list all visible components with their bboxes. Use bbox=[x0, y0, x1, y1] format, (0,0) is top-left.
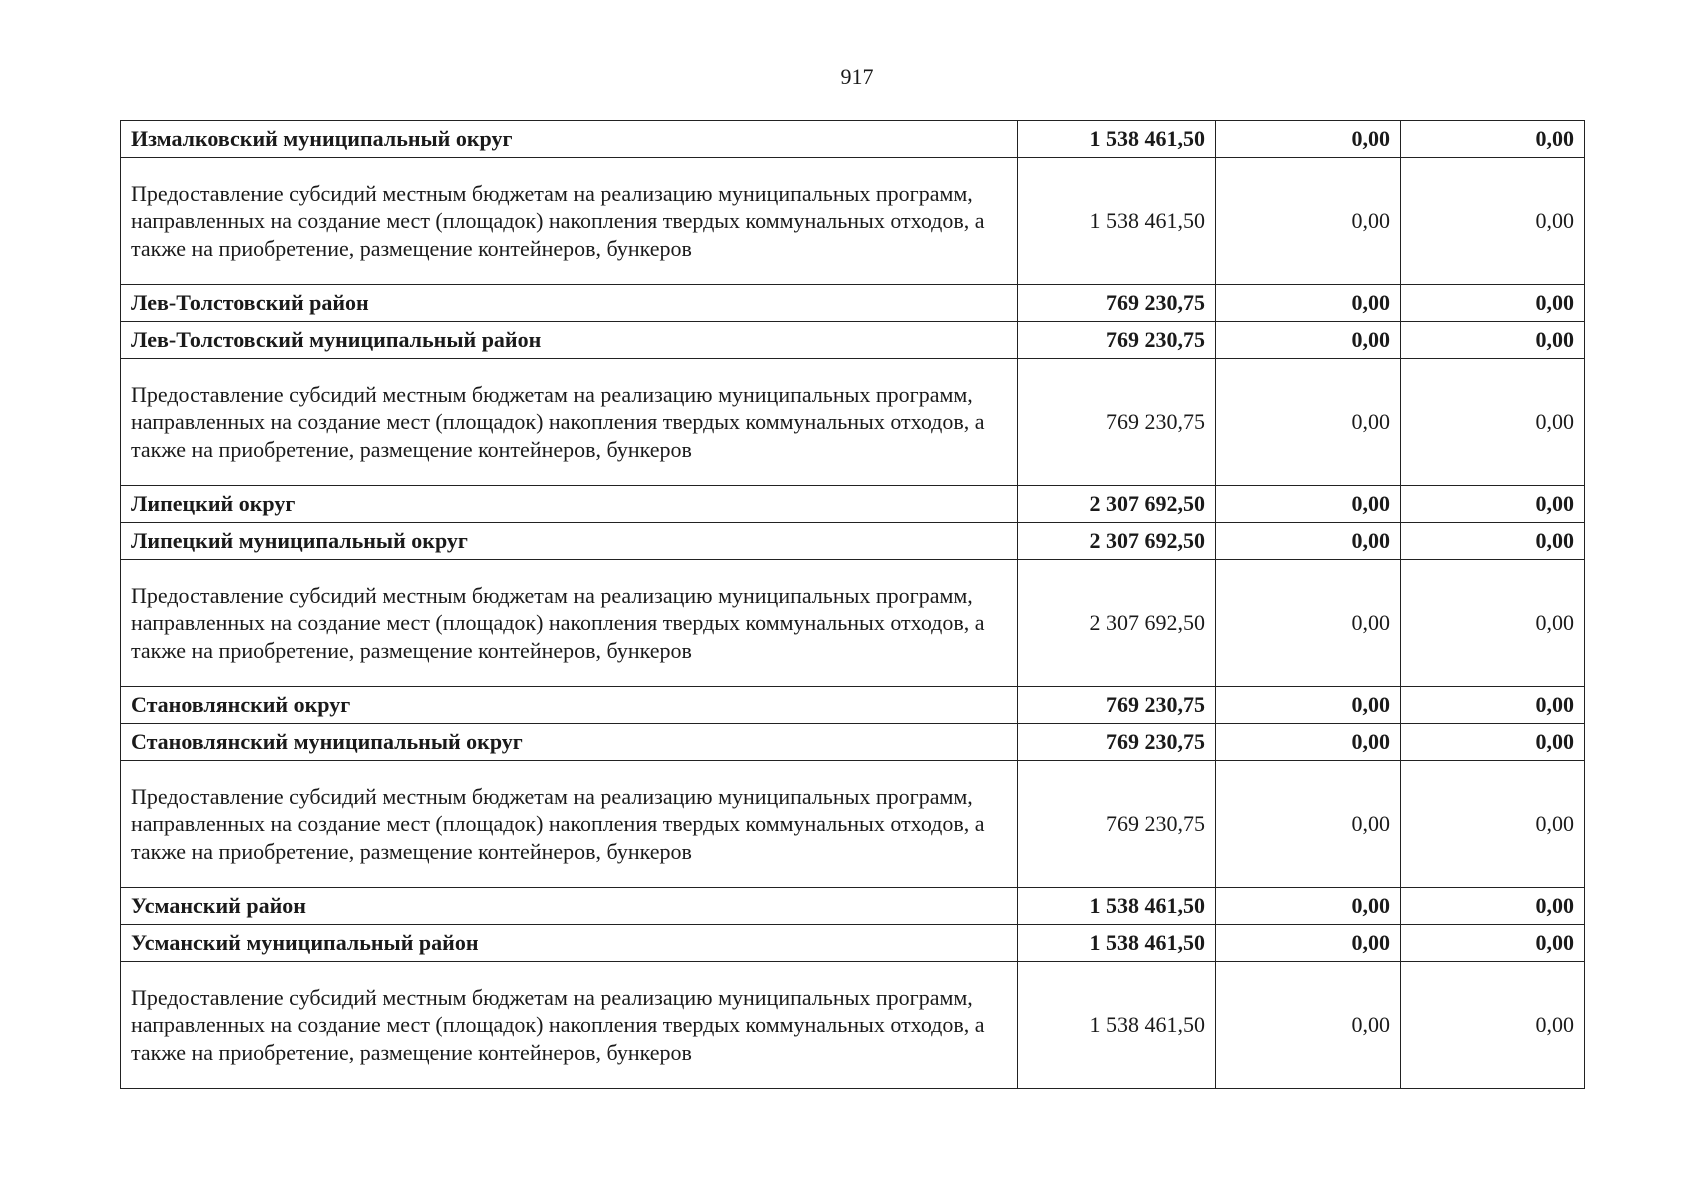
row-name-cell: Лев-Толстовский муниципальный район bbox=[121, 322, 1018, 359]
budget-table bbox=[120, 120, 1585, 1089]
row-value-1-cell: 1 538 461,50 bbox=[1018, 888, 1216, 925]
row-value-3-cell: 0,00 bbox=[1401, 121, 1585, 158]
row-value-1-cell: 769 230,75 bbox=[1018, 285, 1216, 322]
row-value-3-cell: 0,00 bbox=[1401, 761, 1585, 888]
row-value-2-cell: 0,00 bbox=[1216, 486, 1401, 523]
row-value-2-cell: 0,00 bbox=[1216, 925, 1401, 962]
row-name-cell: Липецкий округ bbox=[121, 486, 1018, 523]
row-value-1-cell: 769 230,75 bbox=[1018, 687, 1216, 724]
row-value-3-cell: 0,00 bbox=[1401, 486, 1585, 523]
row-value-2-cell: 0,00 bbox=[1216, 158, 1401, 285]
row-value-3-cell: 0,00 bbox=[1401, 724, 1585, 761]
row-value-3-cell: 0,00 bbox=[1401, 322, 1585, 359]
page-number: 917 bbox=[840, 64, 874, 89]
row-value-1-cell: 769 230,75 bbox=[1018, 761, 1216, 888]
row-value-3-cell: 0,00 bbox=[1401, 925, 1585, 962]
row-name-cell: Липецкий муниципальный округ bbox=[121, 523, 1018, 560]
row-name-cell: Предоставление субсидий местным бюджетам на реализацию муниципальных программ, направленных на создание мест (площадок) накопления твердых коммунальных отходов, а также на приобретение, размещение контейнеров, бункеров bbox=[121, 761, 1018, 888]
row-value-1-cell: 769 230,75 bbox=[1018, 359, 1216, 486]
row-value-3-cell: 0,00 bbox=[1401, 687, 1585, 724]
table-row-detail bbox=[121, 560, 1585, 687]
row-value-2-cell: 0,00 bbox=[1216, 322, 1401, 359]
table-row-detail bbox=[121, 962, 1585, 1089]
row-value-1-cell: 1 538 461,50 bbox=[1018, 158, 1216, 285]
row-value-2-cell: 0,00 bbox=[1216, 285, 1401, 322]
row-value-1-cell: 2 307 692,50 bbox=[1018, 523, 1216, 560]
table-row-subtotal bbox=[121, 285, 1585, 322]
row-name-cell: Предоставление субсидий местным бюджетам на реализацию муниципальных программ, направленных на создание мест (площадок) накопления твердых коммунальных отходов, а также на приобретение, размещение контейнеров, бункеров bbox=[121, 158, 1018, 285]
table-row-subtotal bbox=[121, 486, 1585, 523]
table-row-subtotal bbox=[121, 322, 1585, 359]
row-value-1-cell: 1 538 461,50 bbox=[1018, 962, 1216, 1089]
row-value-2-cell: 0,00 bbox=[1216, 523, 1401, 560]
row-name-cell: Усманский муниципальный район bbox=[121, 925, 1018, 962]
row-value-2-cell: 0,00 bbox=[1216, 121, 1401, 158]
row-name-cell: Предоставление субсидий местным бюджетам на реализацию муниципальных программ, направленных на создание мест (площадок) накопления твердых коммунальных отходов, а также на приобретение, размещение контейнеров, бункеров bbox=[121, 962, 1018, 1089]
row-value-2-cell: 0,00 bbox=[1216, 560, 1401, 687]
row-value-3-cell: 0,00 bbox=[1401, 158, 1585, 285]
row-value-1-cell: 1 538 461,50 bbox=[1018, 121, 1216, 158]
budget-table-body bbox=[121, 121, 1585, 1089]
row-name-cell: Предоставление субсидий местным бюджетам на реализацию муниципальных программ, направленных на создание мест (площадок) накопления твердых коммунальных отходов, а также на приобретение, размещение контейнеров, бункеров bbox=[121, 560, 1018, 687]
table-row-detail bbox=[121, 761, 1585, 888]
row-value-2-cell: 0,00 bbox=[1216, 962, 1401, 1089]
row-name-cell: Усманский район bbox=[121, 888, 1018, 925]
row-value-1-cell: 769 230,75 bbox=[1018, 724, 1216, 761]
row-value-3-cell: 0,00 bbox=[1401, 359, 1585, 486]
row-name-cell: Становлянский округ bbox=[121, 687, 1018, 724]
row-value-1-cell: 2 307 692,50 bbox=[1018, 560, 1216, 687]
row-value-2-cell: 0,00 bbox=[1216, 761, 1401, 888]
row-value-2-cell: 0,00 bbox=[1216, 888, 1401, 925]
row-value-3-cell: 0,00 bbox=[1401, 560, 1585, 687]
row-value-3-cell: 0,00 bbox=[1401, 888, 1585, 925]
table-row-subtotal bbox=[121, 925, 1585, 962]
row-name-cell: Лев-Толстовский район bbox=[121, 285, 1018, 322]
table-row-subtotal bbox=[121, 121, 1585, 158]
table-row-subtotal bbox=[121, 687, 1585, 724]
row-name-cell: Измалковский муниципальный округ bbox=[121, 121, 1018, 158]
row-value-1-cell: 1 538 461,50 bbox=[1018, 925, 1216, 962]
row-value-3-cell: 0,00 bbox=[1401, 962, 1585, 1089]
row-name-cell: Становлянский муниципальный округ bbox=[121, 724, 1018, 761]
row-value-2-cell: 0,00 bbox=[1216, 359, 1401, 486]
row-value-1-cell: 2 307 692,50 bbox=[1018, 486, 1216, 523]
row-value-2-cell: 0,00 bbox=[1216, 687, 1401, 724]
table-row-subtotal bbox=[121, 888, 1585, 925]
row-value-2-cell: 0,00 bbox=[1216, 724, 1401, 761]
table-row-detail bbox=[121, 158, 1585, 285]
row-value-3-cell: 0,00 bbox=[1401, 523, 1585, 560]
row-value-1-cell: 769 230,75 bbox=[1018, 322, 1216, 359]
row-value-3-cell: 0,00 bbox=[1401, 285, 1585, 322]
table-row-subtotal bbox=[121, 523, 1585, 560]
table-row-subtotal bbox=[121, 724, 1585, 761]
table-row-detail bbox=[121, 359, 1585, 486]
row-name-cell: Предоставление субсидий местным бюджетам на реализацию муниципальных программ, направленных на создание мест (площадок) накопления твердых коммунальных отходов, а также на приобретение, размещение контейнеров, бункеров bbox=[121, 359, 1018, 486]
